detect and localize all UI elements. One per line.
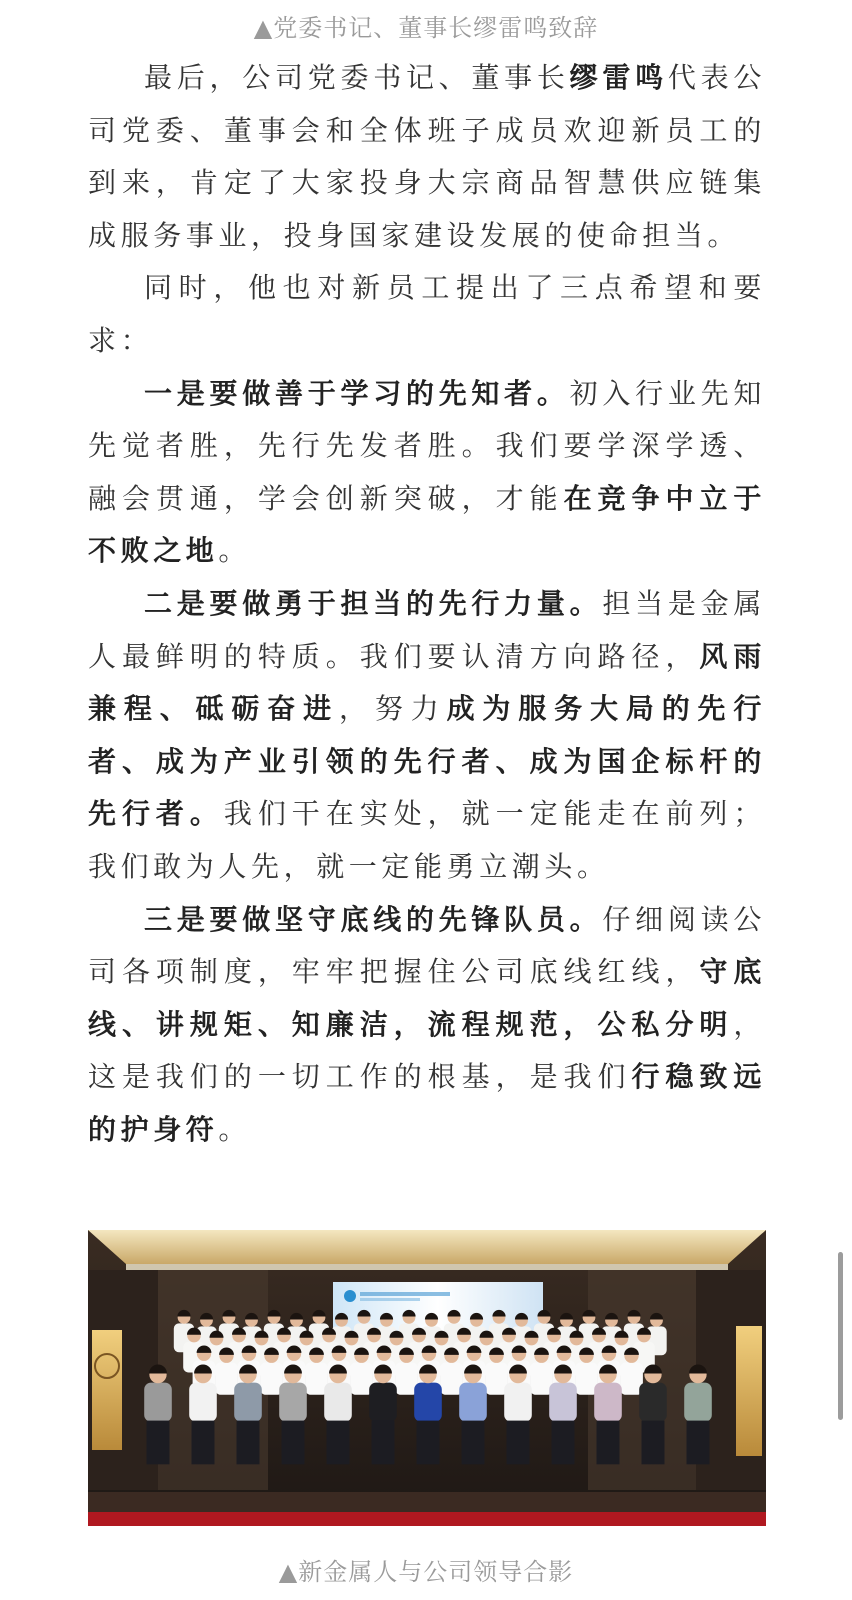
page-scrollbar[interactable] xyxy=(838,1252,843,1420)
photo-caption-bottom: ▲新金属人与公司领导合影 xyxy=(278,1558,574,1586)
group-photo[interactable] xyxy=(88,1230,766,1526)
article-body xyxy=(88,52,766,1156)
paragraph-hope-two: 二是要做勇于担当的先行力量。担当是金属人最鲜明的特质。我们要认清方向路径，风雨兼程、砥砺奋进，努力成为服务大局的先行者、成为产业引领的先行者、成为国企标杆的先行者。我们干在实处，就一定能走在前列；我们敢为人先，就一定能勇立潮头。 xyxy=(88,586,766,883)
photo-caption-top: ▲党委书记、董事长缪雷鸣致辞 xyxy=(253,14,599,42)
paragraph-hope-one: 一是要做善于学习的先知者。初入行业先知先觉者胜，先行先发者胜。我们要学深学透、融会贯通，学会创新突破，才能在竞争中立于不败之地。 xyxy=(88,376,767,568)
red-carpet xyxy=(88,1512,766,1526)
chairman-name: 缪雷鸣 xyxy=(569,61,668,94)
logo-icon xyxy=(344,1290,356,1302)
paragraph-three-hopes-intro: 同时，他也对新员工提出了三点希望和要求： xyxy=(88,271,766,357)
paragraph-closing-remarks: 最后，公司党委书记、董事长缪雷鸣代表公司党委、董事会和全体班子成员欢迎新员工的到来，肯定了大家投身大宗商品智慧供应链集成服务事业，投身国家建设发展的使命担当。 xyxy=(88,61,766,252)
paragraph-hope-three: 三是要做坚守底线的先锋队员。仔细阅读公司各项制度，牢牢把握住公司底线红线，守底线、讲规矩、知廉洁，流程规范，公私分明，这是我们的一切工作的根基，是我们行稳致远的护身符。 xyxy=(88,902,766,1146)
group-photo-illustration xyxy=(88,1230,766,1526)
